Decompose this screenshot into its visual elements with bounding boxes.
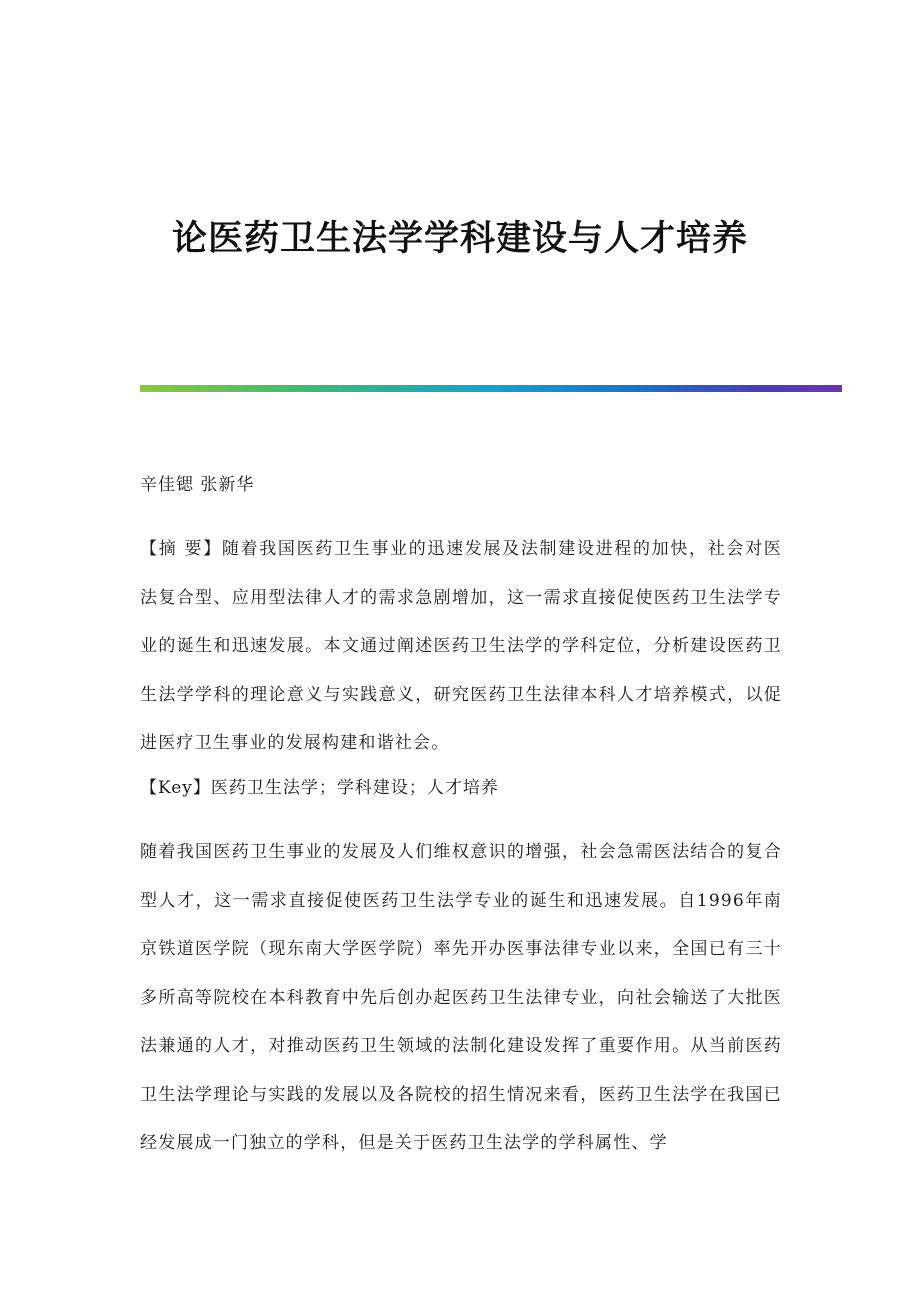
body-text: 随着我国医药卫生事业的发展及人们维权意识的增强，社会急需医法结合的复合型人才，这一需求直接促使医药卫生法学专业的诞生和迅速发展。自1996年南京铁道医学院（现东南大学医学院）率先开办医事法律专业以来，全国已有三十多所高等院校在本科教育中先后创办起医药卫生法律专业，向社会输送了大批医法兼通的人才，对推动医药卫生领域的法制化建设发挥了重要作用。从当前医药卫生法学理论与实践的发展以及各院校的招生情况来看，医药卫生法学在我国已经发展成一门独立的学科，但是关于医药卫生法学的学科属性、学 xyxy=(140,842,782,1153)
body-paragraph xyxy=(140,828,782,1168)
abstract-text: 【摘 要】随着我国医药卫生事业的迅速发展及法制建设进程的加快，社会对医法复合型、应用型法律人才的需求急剧增加，这一需求直接促使医药卫生法学专业的诞生和迅速发展。本文通过阐述医药卫生法学的学科定位，分析建设医药卫生法学学科的理论意义与实践意义，研究医药卫生法律本科人才培养模式，以促进医疗卫生事业的发展构建和谐社会。 xyxy=(140,539,782,753)
document-title: 论医药卫生法学学科建设与人才培养 xyxy=(171,218,748,259)
keywords-line: 【Key】医药卫生法学；学科建设；人才培养 xyxy=(140,778,499,798)
gradient-divider xyxy=(140,385,842,392)
author-line: 辛佳锶 张新华 xyxy=(140,475,255,495)
abstract-paragraph xyxy=(140,525,782,768)
